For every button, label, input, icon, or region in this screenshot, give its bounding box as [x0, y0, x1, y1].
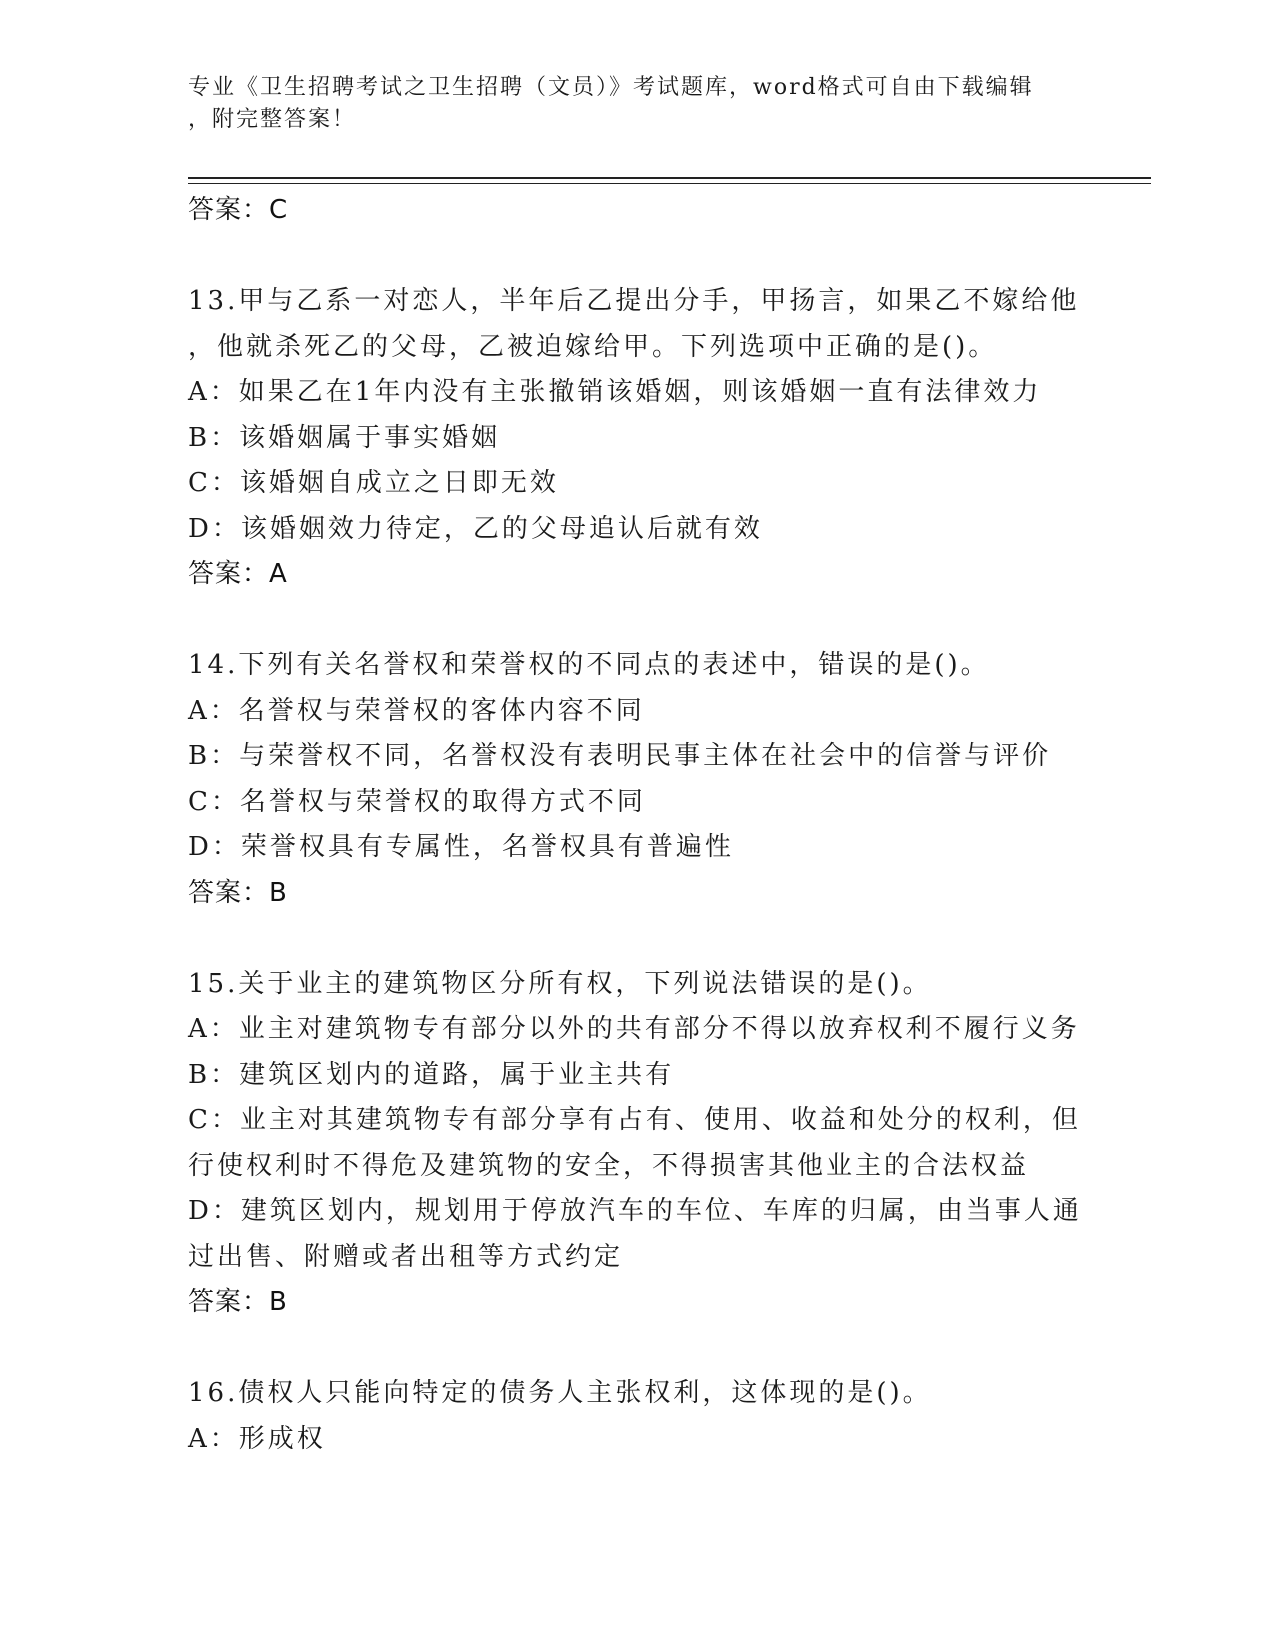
option-c: C：业主对其建筑物专有部分享有占有、使用、收益和处分的权利，但: [188, 1105, 1081, 1135]
question-stem-line: 16.债权人只能向特定的债务人主张权利，这体现的是()。: [188, 1378, 932, 1408]
spacer: [188, 1326, 1108, 1372]
option-d: D：建筑区划内，规划用于停放汽车的车位、车库的归属，由当事人通: [188, 1196, 1082, 1226]
option-c: C：该婚姻自成立之日即无效: [188, 468, 559, 498]
option-b: B：与荣誉权不同，名誉权没有表明民事主体在社会中的信誉与评价: [188, 741, 1052, 771]
header-rule-thin: [188, 183, 1151, 184]
question-block: [188, 1371, 1108, 1462]
option-b: B：该婚姻属于事实婚姻: [188, 422, 501, 453]
answer-line: 答案：B: [188, 877, 288, 908]
question-block: [188, 643, 1108, 916]
question-stem-line: 14.下列有关名誉权和荣誉权的不同点的表述中，错误的是()。: [188, 650, 990, 680]
header-line-2: ，附完整答案！: [188, 107, 357, 132]
question-stem-line: ，他就杀死乙的父母，乙被迫嫁给甲。下列选项中正确的是()。: [188, 331, 998, 362]
option-d: D：荣誉权具有专属性，名誉权具有普遍性: [188, 832, 734, 862]
spacer: [188, 916, 1108, 962]
option-a: A：名誉权与荣誉权的客体内容不同: [188, 695, 645, 726]
answer-line: 答案：B: [188, 1287, 288, 1317]
option-d: D：该婚姻效力待定，乙的父母追认后就有效: [188, 513, 763, 544]
spacer: [188, 234, 1108, 280]
option-a: A：如果乙在1年内没有主张撤销该婚姻，则该婚姻一直有法律效力: [188, 377, 1042, 407]
question-stem-line: 15.关于业主的建筑物区分所有权，下列说法错误的是()。: [188, 968, 932, 999]
option-b: B：建筑区划内的道路，属于业主共有: [188, 1059, 675, 1090]
option-a: A：业主对建筑物专有部分以外的共有部分不得以放弃权利不履行义务: [188, 1014, 1080, 1044]
option-c: C：名誉权与荣誉权的取得方式不同: [188, 786, 646, 817]
option-a: A：形成权: [188, 1423, 326, 1454]
option-d-continued: 过出售、附赠或者出租等方式约定: [188, 1241, 624, 1272]
question-block: [188, 279, 1108, 598]
spacer: [188, 598, 1108, 644]
question-content: [188, 188, 1108, 1462]
document-header: [188, 72, 1088, 136]
question-stem-line: 13.甲与乙系一对恋人，半年后乙提出分手，甲扬言，如果乙不嫁给他: [188, 286, 1080, 316]
answer-line: 答案：A: [188, 559, 288, 589]
option-c-continued: 行使权利时不得危及建筑物的安全，不得损害其他业主的合法权益: [188, 1150, 1030, 1181]
header-line-1: 专业《卫生招聘考试之卫生招聘（文员）》考试题库，word格式可自由下载编辑: [188, 75, 1034, 100]
question-block: [188, 962, 1108, 1326]
header-rule-thick: [188, 177, 1151, 179]
answer-line: 答案：C: [188, 195, 289, 225]
